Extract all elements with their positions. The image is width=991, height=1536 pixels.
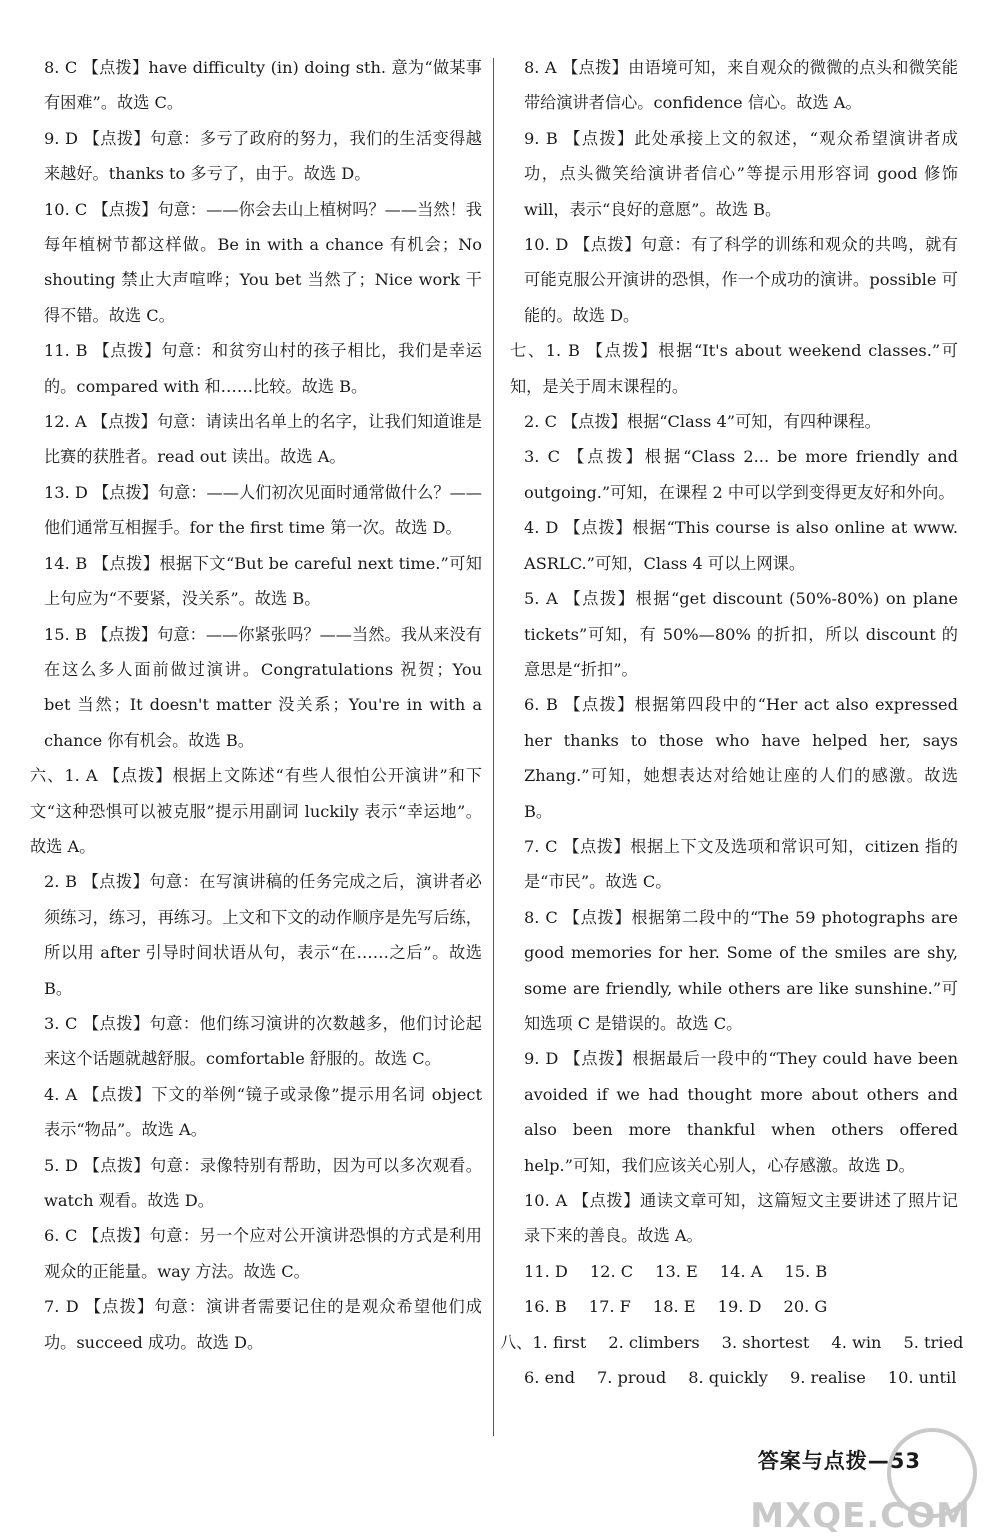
answer-cell: 16. B xyxy=(524,1297,567,1317)
answer-item: 2. B 【点拨】句意：在写演讲稿的任务完成之后，演讲者必须练习，练习，再练习。上文和下文的动作顺序是先写后练，所以用 after 引导时间状语从句，表示“在……之后”。故选 B。 xyxy=(44,872,482,998)
answer-row xyxy=(510,1360,958,1395)
answer-item: 8. C 【点拨】have difficulty (in) doing sth. 意为“做某事有困难”。故选 C。 xyxy=(44,58,482,113)
answer-cell: 19. D xyxy=(717,1297,762,1317)
answer-item: 9. D 【点拨】根据最后一段中的“They could have been avoided if we had thought more about others and also been more thankful when others offered help.”可知，我们应该关心别人，心存感激。故选 D。 xyxy=(524,1049,958,1175)
answer-item: 10. A 【点拨】通读文章可知，这篇短文主要讲述了照片记录下来的善良。故选 A。 xyxy=(524,1191,958,1246)
answer-row xyxy=(510,1254,958,1289)
answer-cell: 5. tried xyxy=(903,1332,964,1352)
answer-item: 4. D 【点拨】根据“This course is also online at www. ASRLC.”可知，Class 4 可以上网课。 xyxy=(524,518,958,573)
answer-cell: 8. quickly xyxy=(688,1368,768,1388)
answer-cell: 4. win xyxy=(831,1332,882,1352)
column-divider xyxy=(493,58,494,1436)
answer-item: 7. D 【点拨】句意：演讲者需要记住的是观众希望他们成功。succeed 成功。故选 D。 xyxy=(44,1297,482,1352)
answer-row xyxy=(510,1289,958,1324)
answer-item: 5. A 【点拨】根据“get discount (50%-80%) on plane tickets”可知，有 50%—80% 的折扣，所以 discount 的意思是“折扣”。 xyxy=(524,589,958,679)
answer-cell: 20. G xyxy=(783,1297,828,1317)
answer-item: 9. D 【点拨】句意：多亏了政府的努力，我们的生活变得越来越好。thanks to 多亏了，由于。故选 D。 xyxy=(44,128,482,184)
answer-cell: 6. end xyxy=(524,1368,575,1388)
answer-item: 七、1. B 【点拨】根据“It's about weekend classes.”可知，是关于周末课程的。 xyxy=(510,341,958,396)
answer-item: 13. D 【点拨】句意：——人们初次见面时通常做什么？——他们通常互相握手。for the first time 第一次。故选 D。 xyxy=(44,482,482,538)
page-footer: 答案与点拨—53 xyxy=(757,1449,921,1473)
answer-cell: 3. shortest xyxy=(721,1332,810,1352)
answer-cell: 10. until xyxy=(887,1368,957,1388)
answer-item: 2. C 【点拨】根据“Class 4”可知，有四种课程。 xyxy=(524,412,881,432)
answer-item: 六、1. A 【点拨】根据上文陈述“有些人很怕公开演讲”和下文“这种恐惧可以被克服”提示用副词 luckily 表示“幸运地”。故选 A。 xyxy=(30,766,482,856)
answer-item: 9. B 【点拨】此处承接上文的叙述，“观众希望演讲者成功，点头微笑给演讲者信心”等提示用形容词 good 修饰 will，表示“良好的意愿”。故选 B。 xyxy=(524,128,958,219)
answer-cell: 12. C xyxy=(589,1261,634,1281)
answer-item: 12. A 【点拨】句意：请读出名单上的名字，让我们知道谁是比赛的获胜者。read out 读出。故选 A。 xyxy=(44,412,482,467)
answer-cell: 2. climbers xyxy=(608,1332,700,1352)
answer-item: 6. B 【点拨】根据第四段中的“Her act also expressed her thanks to those who have helped her, says Zhang.”可知，她想表达对给她让座的人们的感激。故选 B。 xyxy=(524,695,958,821)
answer-item: 7. C 【点拨】根据上下文及选项和常识可知，citizen 指的是“市民”。故选 C。 xyxy=(524,836,958,892)
answer-cell: 9. realise xyxy=(789,1368,866,1388)
answer-cell: 7. proud xyxy=(596,1368,667,1388)
answer-item: 11. B 【点拨】句意：和贫穷山村的孩子相比，我们是幸运的。compared with 和……比较。故选 B。 xyxy=(44,341,482,396)
answer-item: 5. D 【点拨】句意：录像特别有帮助，因为可以多次观看。watch 观看。故选 D。 xyxy=(44,1155,482,1210)
watermark-text: MXQE.COM xyxy=(750,1496,971,1536)
answer-cell: 15. B xyxy=(784,1261,828,1281)
answer-cell: 18. E xyxy=(652,1297,696,1317)
answer-cell: 14. A xyxy=(719,1261,763,1281)
answer-item: 3. C 【点拨】根据“Class 2... be more friendly and outgoing.”可知，在课程 2 中可以学到变得更友好和外向。 xyxy=(524,447,958,502)
right-column xyxy=(500,50,964,1395)
answer-item: 8. A 【点拨】由语境可知，来自观众的微微的点头和微笑能带给演讲者信心。confidence 信心。故选 A。 xyxy=(524,58,958,113)
answer-item: 4. A 【点拨】下文的举例“镜子或录像”提示用名词 object 表示“物品”。故选 A。 xyxy=(44,1084,482,1140)
answer-item: 6. C 【点拨】句意：另一个应对公开演讲恐惧的方式是利用观众的正能量。way 方法。故选 C。 xyxy=(44,1226,482,1281)
answer-item: 14. B 【点拨】根据下文“But be careful next time.”可知上句应为“不要紧，没关系”。故选 B。 xyxy=(44,553,482,609)
answer-row xyxy=(500,1325,964,1360)
answer-item: 10. C 【点拨】句意：——你会去山上植树吗？——当然！我每年植树节都这样做。Be in with a chance 有机会；No shouting 禁止大声喧哗；You bet 当然了；Nice work 干得不错。故选 C。 xyxy=(44,199,482,325)
answer-item: 10. D 【点拨】句意：有了科学的训练和观众的共鸣，就有可能克服公开演讲的恐惧，作一个成功的演讲。possible 可能的。故选 D。 xyxy=(524,235,958,325)
answer-cell: 13. E xyxy=(655,1261,698,1281)
answer-item: 3. C 【点拨】句意：他们练习演讲的次数越多，他们讨论起来这个话题就越舒服。comfortable 舒服的。故选 C。 xyxy=(44,1013,482,1069)
answer-item: 8. C 【点拨】根据第二段中的“The 59 photographs are good memories for her. Some of the smiles are shy, some are friendly, while others are like sunshine.”可知选项 C 是错误的。故选 C。 xyxy=(524,907,958,1033)
left-column xyxy=(30,50,482,1360)
answer-cell: 11. D xyxy=(524,1261,568,1281)
answer-item: 15. B 【点拨】句意：——你紧张吗？——当然。我从来没有在这么多人面前做过演讲。Congratulations 祝贺；You bet 当然；It doesn't matter 没关系；You're in with a chance 你有机会。故选 B。 xyxy=(44,624,482,750)
answer-cell: 17. F xyxy=(588,1297,631,1317)
answer-cell: 八、1. first xyxy=(500,1332,587,1352)
